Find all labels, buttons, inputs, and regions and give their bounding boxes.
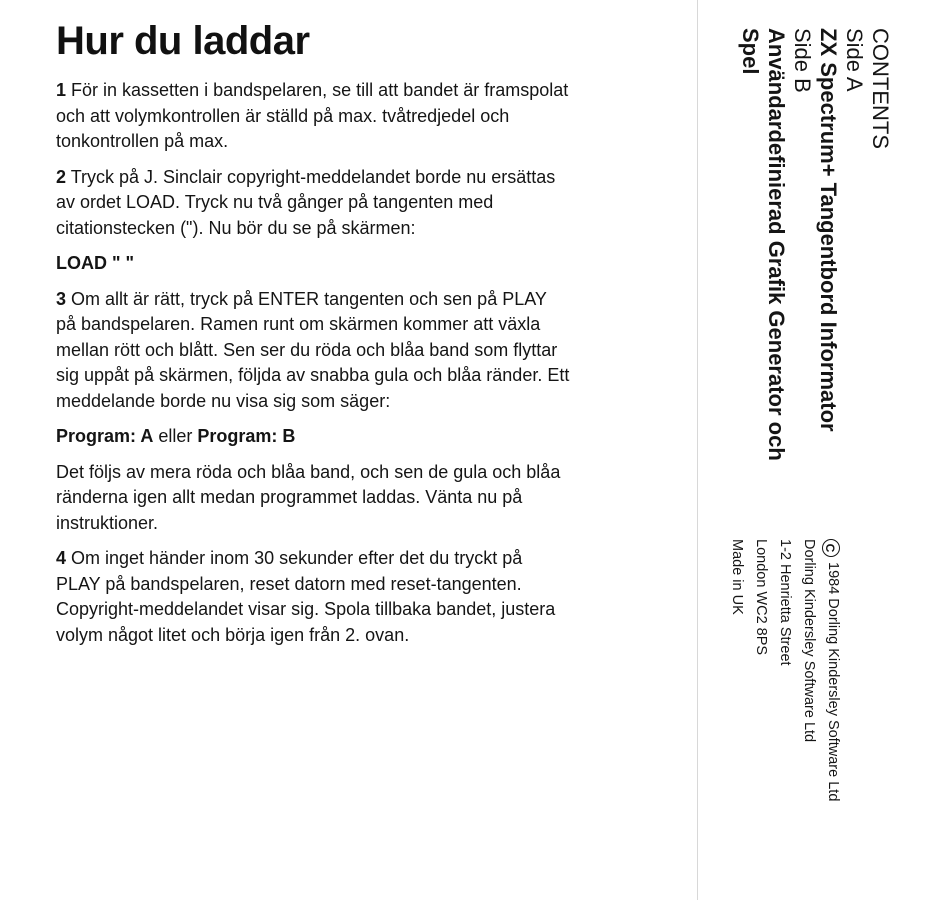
copyright-text: 1984 Dorling Kindersley Software Ltd: [825, 562, 841, 802]
step-1-paragraph: [56, 78, 571, 155]
made-in-line: Made in UK: [729, 539, 745, 615]
step-2-paragraph: [56, 165, 571, 242]
side-b-label: Side B: [790, 28, 815, 93]
loading-instructions-panel: [56, 18, 571, 658]
load-command: LOAD " ": [56, 253, 135, 273]
step-3-number: 3: [56, 288, 67, 309]
program-connector: eller: [153, 426, 198, 446]
street-line: 1-2 Henrietta Street: [777, 539, 793, 666]
contents-title: CONTENTS: [868, 28, 893, 149]
city-line: London WC2 8PS: [753, 539, 769, 656]
step-2-number: 2: [56, 166, 67, 187]
side-b-program-line-1: Användardefinierad Grafik Generator och: [764, 28, 789, 461]
step-3-paragraph: [56, 287, 571, 415]
side-a-label: Side A: [842, 28, 867, 92]
program-a-label: Program: A: [56, 426, 154, 446]
step-4-number: 4: [56, 548, 67, 568]
page-title: Hur du laddar: [56, 19, 310, 63]
followup-paragraph: Det följs av mera röda och blåa band, och sen de gula och blåa ränderna igen allt medan programmet laddas. Vänta nu på instruktioner.: [56, 461, 561, 533]
copyright-icon: C: [822, 539, 840, 557]
step-4-paragraph: [56, 546, 571, 648]
step-1-text: För in kassetten i bandspelaren, se till att bandet är framspolat och att volymkontrollen är ställd på max. tvåtredjedel och tonkontrollen på max.: [56, 80, 569, 151]
step-1-number: 1: [56, 80, 67, 100]
publisher-info-panel: [725, 539, 845, 884]
step-4-text: Om inget händer inom 30 sekunder efter det du tryckt på PLAY på bandspelaren, reset datorn med reset-tangenten. Copyright-meddelandet visar sig. Spola tillbaka bandet, justera volym något litet och börja igen från 2. ovan.: [56, 548, 556, 645]
company-line: Dorling Kindersley Software Ltd: [801, 539, 817, 743]
step-2-text: Tryck på J. Sinclair copyright-meddelandet borde nu ersättas av ordet LOAD. Tryck nu två gånger på tangenten med citationstecken ("). Nu bör du se på skärmen:: [56, 166, 556, 238]
fold-line: [697, 0, 698, 900]
side-b-program-line-2: Spel: [738, 28, 763, 75]
copyright-line: [821, 539, 845, 884]
step-3-text: Om allt är rätt, tryck på ENTER tangenten och sen på PLAY på bandspelaren. Ramen runt om skärmen kommer att växla mellan rött och blått. Sen ser du röda och blåa band som flyttar sig uppåt på skärmen, följda av snabba gula och blåa ränder. Ett meddelande borde nu visa sig som säger:: [56, 288, 570, 411]
side-a-program: ZX Spectrum+ Tangentbord Informator: [816, 28, 841, 432]
program-b-label: Program: B: [197, 426, 296, 446]
program-message-line: [56, 424, 571, 450]
